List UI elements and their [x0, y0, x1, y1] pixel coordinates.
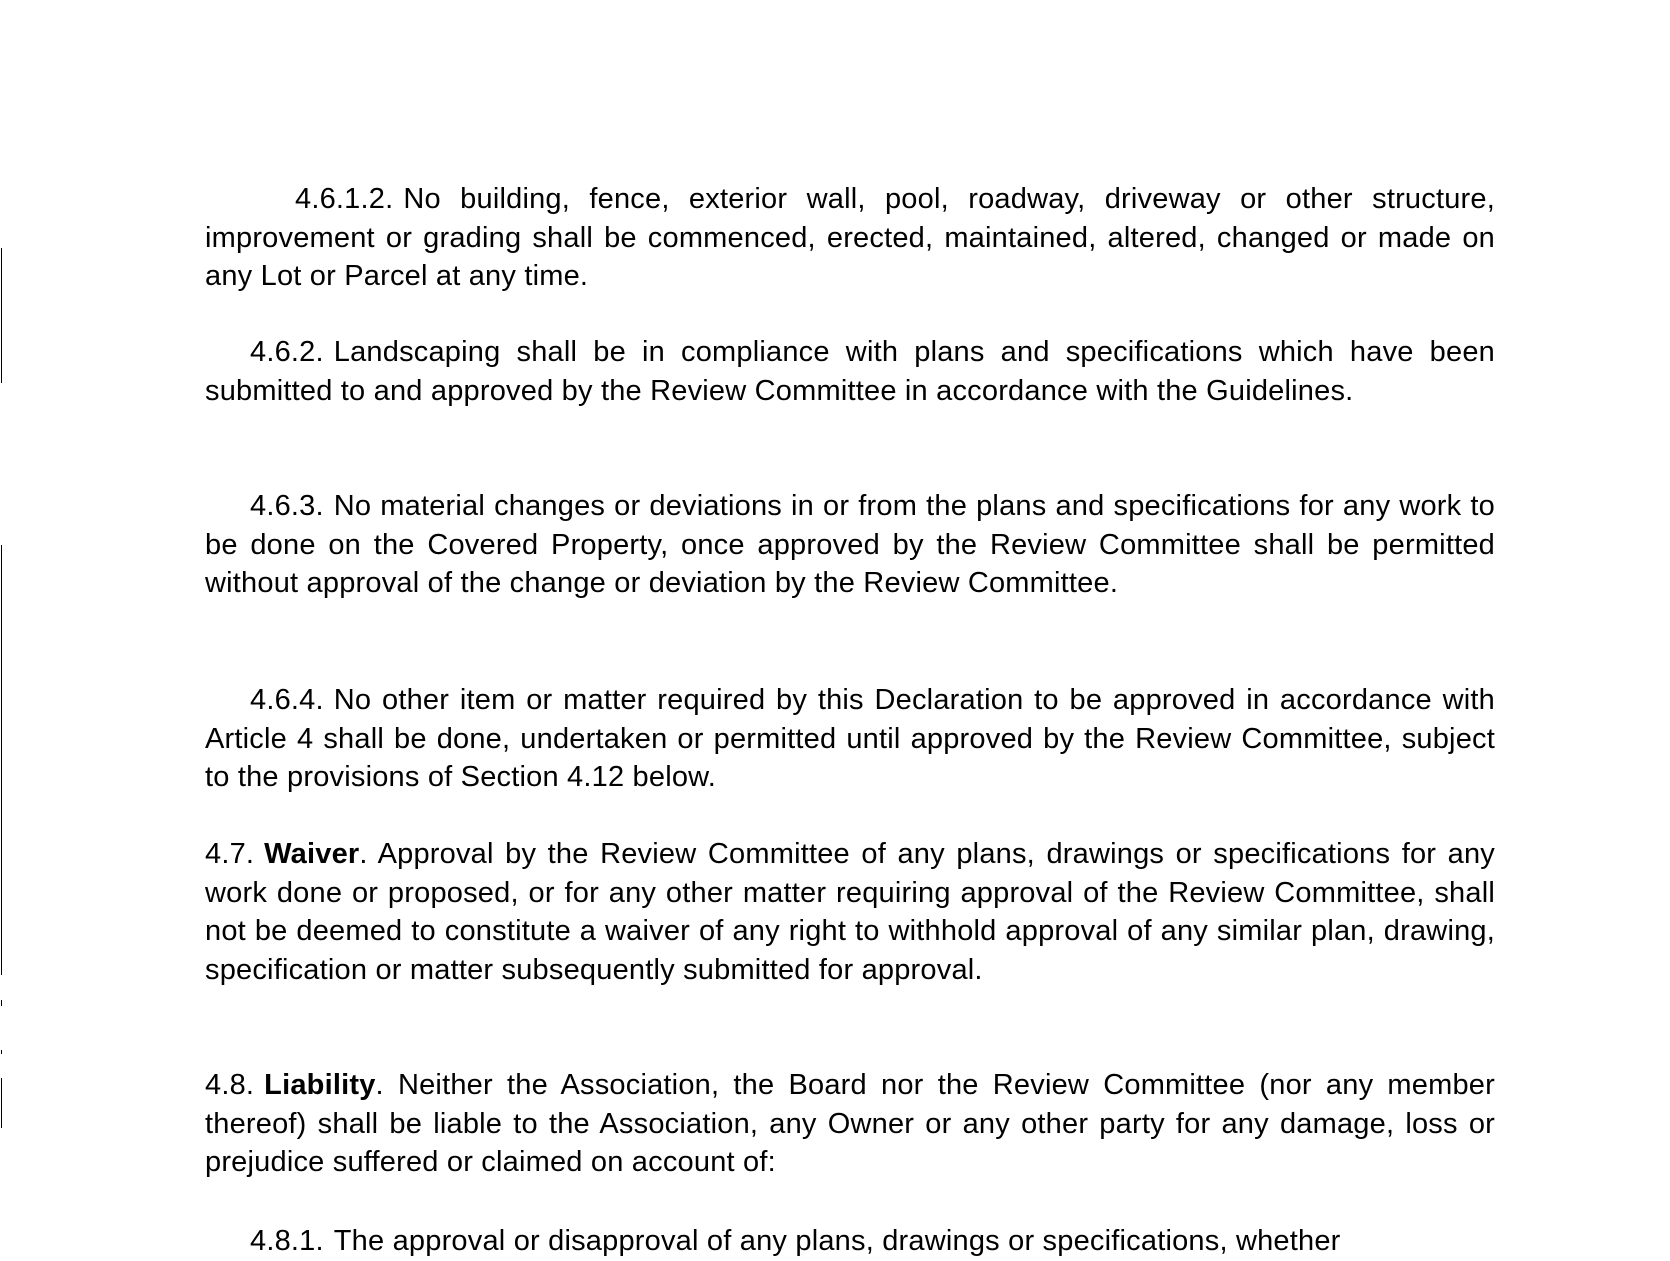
section-number: 4.6.4. — [250, 684, 324, 716]
paragraph-4-6-4 — [205, 681, 1495, 797]
paragraph-4-6-1-2 — [205, 180, 1495, 296]
paragraph-4-7 — [205, 835, 1495, 989]
section-number: 4.7. — [205, 838, 255, 870]
margin-change-bar — [1, 1078, 2, 1128]
section-number: 4.6.1.2. — [295, 183, 394, 215]
paragraph-text: Landscaping shall be in compliance with plans and specifications which have been submitted to and approved by the Review Committee in accordance with the Guidelines. — [205, 336, 1495, 407]
margin-change-bar — [1, 248, 2, 383]
paragraph-text: The approval or disapproval of any plans, drawings or specifications, whether — [333, 1225, 1341, 1257]
section-number: 4.8.1. — [250, 1225, 324, 1257]
paragraph-4-6-3 — [205, 487, 1495, 603]
paragraph-4-6-2 — [205, 333, 1495, 410]
page-bottom-cutoff — [0, 1208, 1670, 1257]
section-number: 4.6.3. — [250, 490, 324, 522]
paragraph-text: . Approval by the Review Committee of any plans, drawings or specifications for any work done or proposed, or for any other matter requiring approval of the Review Committee, shall not be deemed to constitute a waiver of any right to withhold approval of any similar plan, drawing, specification or matter subsequently submitted for approval. — [205, 838, 1495, 986]
section-heading-liability: Liability — [264, 1069, 376, 1101]
paragraph-text: No other item or matter required by this Declaration to be approved in accordance with Article 4 shall be done, undertaken or permitted until approved by the Review Committee, subject to the provisions of Section 4.12 below. — [205, 684, 1495, 793]
margin-change-bar — [1, 1000, 2, 1006]
section-number: 4.8. — [205, 1069, 255, 1101]
margin-change-bar — [1, 545, 2, 975]
paragraph-text: No building, fence, exterior wall, pool, roadway, driveway or other structure, improvement or grading shall be commenced, erected, maintained, altered, changed or made on any Lot or Parcel at any time. — [205, 183, 1495, 292]
margin-change-bar — [1, 1050, 2, 1054]
section-heading-waiver: Waiver — [264, 838, 360, 870]
paragraph-4-8 — [205, 1066, 1495, 1182]
section-number: 4.6.2. — [250, 336, 324, 368]
paragraph-text: No material changes or deviations in or from the plans and specifications for any work to be done on the Covered Property, once approved by the Review Committee shall be permitted without approval of the change or deviation by the Review Committee. — [205, 490, 1495, 599]
paragraph-4-8-1 — [205, 1222, 1495, 1261]
paragraph-text: . Neither the Association, the Board nor the Review Committee (nor any member thereof) shall be liable to the Association, any Owner or any other party for any damage, loss or prejudice suffered or claimed on account of: — [205, 1069, 1495, 1178]
